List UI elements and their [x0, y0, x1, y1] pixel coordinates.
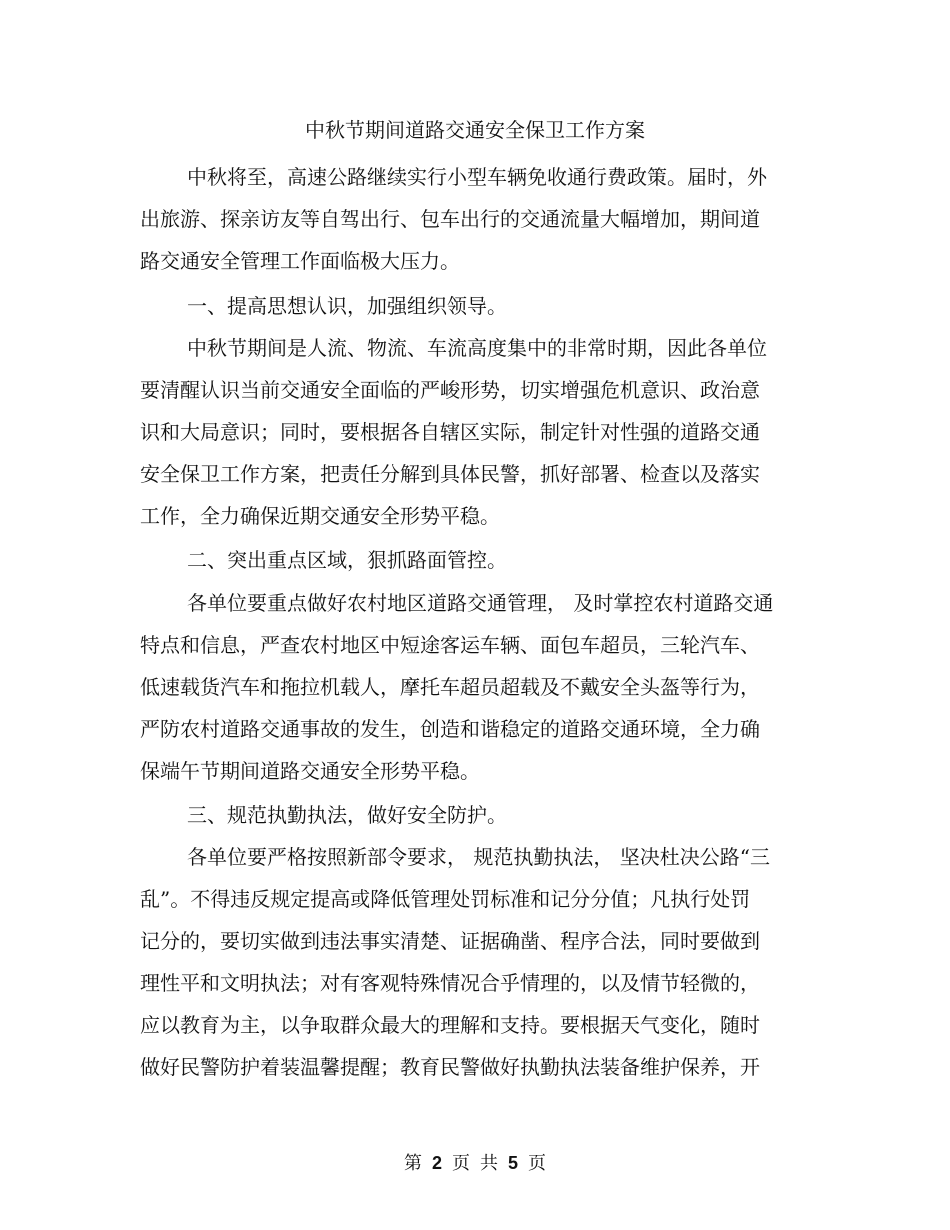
paragraph-line: 特点和信息，严查农村地区中短途客运车辆、面包车超员，三轮汽车、: [140, 633, 760, 657]
total-pages-number: 5: [508, 1153, 519, 1173]
paragraph-line: 低速载货汽车和拖拉机载人，摩托车超员超载及不戴安全头盔等行为，: [140, 675, 760, 699]
paragraph-line: 各单位要严格按照新部令要求， 规范执勤执法， 坚决杜决公路“三: [187, 845, 770, 869]
footer-prefix: 第: [403, 1153, 422, 1174]
section-heading: 三、规范执勤执法，做好安全防护。: [187, 803, 507, 827]
footer-page-word: 页: [452, 1153, 470, 1174]
document-title: 中秋节期间道路交通安全保卫工作方案: [305, 118, 645, 142]
paragraph-line: 中秋将至，高速公路继续实行小型车辆免收通行费政策。届时，外: [187, 165, 767, 189]
paragraph-line: 中秋节期间是人流、物流、车流高度集中的非常时期，因此各单位: [187, 336, 767, 360]
footer-total-prefix: 共: [480, 1153, 498, 1174]
paragraph-line: 做好民警防护着装温馨提醒；教育民警做好执勤执法装备维护保养，开: [140, 1055, 760, 1079]
paragraph-line: 安全保卫工作方案，把责任分解到具体民警，抓好部署、检查以及落实: [140, 462, 760, 486]
paragraph-line: 记分的，要切实做到违法事实清楚、证据确凿、程序合法，同时要做到: [140, 929, 760, 953]
page-footer: [0, 1150, 950, 1177]
footer-suffix: 页: [528, 1153, 547, 1174]
paragraph-line: 乱”。不得违反规定提高或降低管理处罚标准和记分分值；凡执行处罚: [140, 887, 751, 911]
paragraph-line: 理性平和文明执法；对有客观特殊情况合乎情理的，以及情节轻微的，: [140, 971, 760, 995]
paragraph-line: 各单位要重点做好农村地区道路交通管理， 及时掌控农村道路交通: [187, 591, 774, 615]
paragraph-line: 识和大局意识；同时，要根据各自辖区实际，制定针对性强的道路交通: [140, 420, 760, 444]
paragraph-line: 应以教育为主，以争取群众最大的理解和支持。要根据天气变化，随时: [140, 1013, 760, 1037]
section-heading: 一、提高思想认识，加强组织领导。: [187, 294, 507, 318]
section-heading: 二、突出重点区域，狠抓路面管控。: [187, 548, 507, 572]
paragraph-line: 路交通安全管理工作面临极大压力。: [140, 249, 460, 273]
paragraph-line: 严防农村道路交通事故的发生，创造和谐稳定的道路交通环境，全力确: [140, 717, 760, 741]
paragraph-line: 出旅游、探亲访友等自驾出行、包车出行的交通流量大幅增加，期间道: [140, 207, 760, 231]
paragraph-line: 工作，全力确保近期交通安全形势平稳。: [140, 504, 500, 528]
paragraph-line: 保端午节期间道路交通安全形势平稳。: [140, 759, 480, 783]
current-page-number: 2: [431, 1153, 442, 1173]
paragraph-line: 要清醒认识当前交通安全面临的严峻形势，切实增强危机意识、政治意: [140, 378, 760, 402]
